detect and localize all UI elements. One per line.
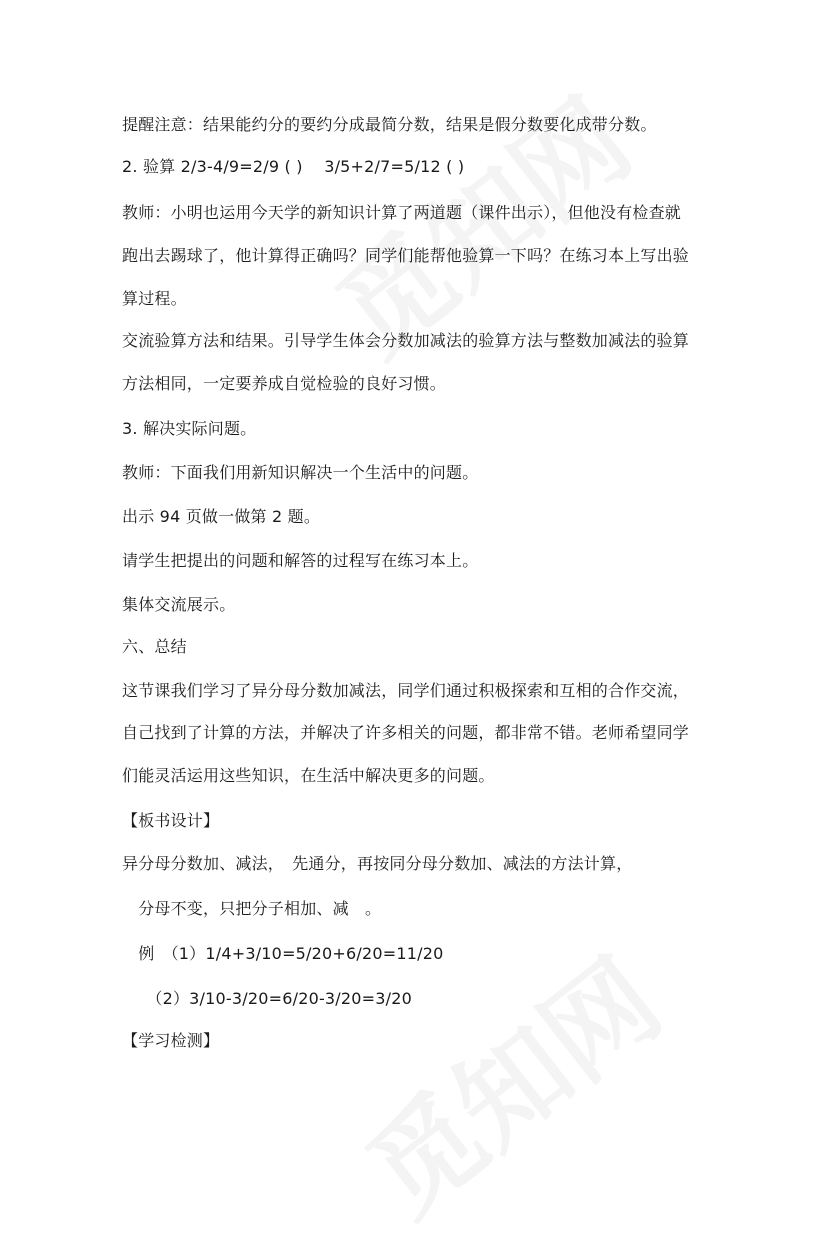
paragraph-teacher-line: 跑出去踢球了，他计算得正确吗？同学们能帮他验算一下吗？在练习本上写出验	[122, 246, 690, 265]
watermark	[330, 917, 687, 1245]
section-heading-summary: 六、总结	[122, 637, 187, 656]
paragraph-show-page: 出示 94 页做一做第 2 题。	[122, 507, 321, 526]
paragraph-student-task: 请学生把提出的问题和解答的过程写在练习本上。	[122, 551, 479, 570]
board-design-example: （2）3/10-3/20=6/20-3/20=3/20	[122, 989, 412, 1008]
paragraph-group-exchange: 集体交流展示。	[122, 595, 236, 614]
paragraph-summary-line: 这节课我们学习了异分母分数加减法，同学们通过积极探索和互相的合作交流，	[122, 681, 690, 700]
paragraph-teacher-solve: 教师：下面我们用新知识解决一个生活中的问题。	[122, 463, 479, 482]
paragraph-solve-heading: 3. 解决实际问题。	[122, 419, 257, 438]
board-design-line: 分母不变，只把分子相加、减 。	[122, 899, 382, 918]
board-design-line: 异分母分数加、减法， 先通分，再按同分母分数加、减法的方法计算，	[122, 854, 633, 873]
section-heading-learning-test: 【学习检测】	[122, 1031, 220, 1050]
section-heading-board-design: 【板书设计】	[122, 811, 220, 830]
board-design-example: 例 （1）1/4+3/10=5/20+6/20=11/20	[122, 944, 444, 963]
paragraph-teacher-line: 算过程。	[122, 289, 187, 308]
paragraph-reminder: 提醒注意：结果能约分的要约分成最简分数，结果是假分数要化成带分数。	[122, 115, 657, 134]
paragraph-exchange-line: 方法相同，一定要养成自觉检验的良好习惯。	[122, 374, 447, 393]
paragraph-check-heading: 2. 验算 2/3-4/9=2/9 ( ) 3/5+2/7=5/12 ( )	[122, 157, 465, 176]
paragraph-exchange-line: 交流验算方法和结果。引导学生体会分数加减法的验算方法与整数加减法的验算	[122, 331, 690, 350]
paragraph-summary-line: 们能灵活运用这些知识，在生活中解决更多的问题。	[122, 766, 495, 785]
paragraph-summary-line: 自己找到了计算的方法，并解决了许多相关的问题，都非常不错。老师希望同学	[122, 723, 690, 742]
paragraph-teacher-line: 教师：小明也运用今天学的新知识计算了两道题（课件出示），但他没有检查就	[122, 203, 682, 222]
